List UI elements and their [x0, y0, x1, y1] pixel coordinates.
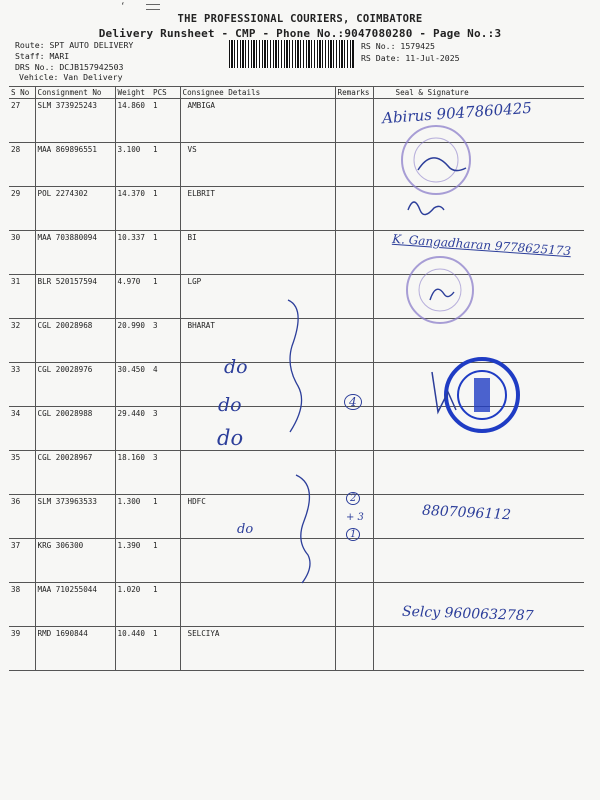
ditto-bracket-lower [296, 475, 310, 583]
row-pcs: 1 [151, 231, 180, 275]
row-pcs: 1 [151, 627, 180, 671]
col-header-consignment: Consignment No [35, 87, 115, 99]
row-consignment: BLR 520157594 [35, 275, 115, 319]
col-header-seal: Seal & Signature [373, 87, 584, 99]
remark-row36: 2 [346, 492, 360, 505]
row-sno: 33 [9, 363, 35, 407]
row-consignee: ELBRIT [180, 187, 335, 231]
remark-row34: 4 [344, 394, 362, 410]
row-sno: 35 [9, 451, 35, 495]
row-weight: 4.970 [115, 275, 151, 319]
row-consignee: HDFC [180, 495, 335, 539]
row-consignee: SELCIYA [180, 627, 335, 671]
row-pcs: 1 [151, 495, 180, 539]
remark-row37-second: 1 [346, 528, 360, 541]
row-consignment: MAA 869896551 [35, 143, 115, 187]
rs-date: RS Date: 11-Jul-2025 [361, 53, 460, 63]
ditto-row37: do [237, 522, 254, 537]
row-weight: 1.390 [115, 539, 151, 583]
row-consignment: CGL 20028968 [35, 319, 115, 363]
row-consignment: CGL 20028967 [35, 451, 115, 495]
bharath-seal-stamp-icon [432, 359, 518, 431]
signature-row27: Abirus 9047860425 [381, 98, 533, 128]
row-sno: 31 [9, 275, 35, 319]
col-header-remarks: Remarks [335, 87, 373, 99]
row-pcs: 4 [151, 363, 180, 407]
runsheet-title: Delivery Runsheet - CMP - Phone No.:9047080280 - Page No.:3 [98, 27, 502, 40]
row-sno: 34 [9, 407, 35, 451]
row-sno: 30 [9, 231, 35, 275]
row-sno: 28 [9, 143, 35, 187]
row-pcs: 1 [151, 583, 180, 627]
route-label: Route: SPT AUTO DELIVERY [15, 40, 134, 50]
row-consignment: RMD 1690844 [35, 627, 115, 671]
row-weight: 14.370 [115, 187, 151, 231]
row-weight: 1.020 [115, 583, 151, 627]
row-weight: 1.300 [115, 495, 151, 539]
row-weight: 30.450 [115, 363, 151, 407]
row-weight: 10.440 [115, 627, 151, 671]
row-consignee: LGP [180, 275, 335, 319]
row-weight: 14.860 [115, 99, 151, 143]
row-consignee: VS [180, 143, 335, 187]
col-header-weight: Weight [115, 87, 151, 99]
round-seal-stamp-icon [407, 257, 473, 323]
company-title: THE PROFESSIONAL COURIERS, COIMBATORE [177, 13, 423, 25]
row-consignment: MAA 703880094 [35, 231, 115, 275]
row-pcs: 3 [151, 407, 180, 451]
row-sno: 37 [9, 539, 35, 583]
row-consignment: CGL 20028976 [35, 363, 115, 407]
row-pcs: 3 [151, 451, 180, 495]
row-weight: 29.440 [115, 407, 151, 451]
vehicle-label: Vehicle: Van Delivery [19, 72, 123, 82]
row29-signature-scribble [408, 202, 444, 215]
row-weight: 3.100 [115, 143, 151, 187]
remark-row37: + 3 [346, 512, 364, 523]
rs-number: RS No.: 1579425 [361, 41, 435, 51]
ditto-row34: do [218, 394, 242, 416]
staff-label: Staff: MARI [15, 51, 70, 61]
row-pcs: 1 [151, 539, 180, 583]
signature-row37: 8807096112 [421, 502, 512, 524]
row-sno: 29 [9, 187, 35, 231]
row-pcs: 1 [151, 187, 180, 231]
row-sno: 27 [9, 99, 35, 143]
row-sno: 32 [9, 319, 35, 363]
row-sno: 39 [9, 627, 35, 671]
ditto-bracket-upper [288, 300, 302, 432]
row-consignment: CGL 20028988 [35, 407, 115, 451]
corner-mark: ‘ [120, 2, 126, 12]
row-sno: 36 [9, 495, 35, 539]
signature-row39: Selcy 9600632787 [401, 603, 534, 625]
col-header-sno: S No [9, 87, 35, 99]
row-weight: 18.160 [115, 451, 151, 495]
row-weight: 10.337 [115, 231, 151, 275]
row-pcs: 1 [151, 275, 180, 319]
ditto-row33: do [224, 356, 248, 378]
row-consignee: AMBIGA [180, 99, 335, 143]
col-header-consignee: Consignee Details [180, 87, 335, 99]
col-header-pcs: PCS [151, 87, 180, 99]
row-consignment: POL 2274302 [35, 187, 115, 231]
row-consignment: SLM 373963533 [35, 495, 115, 539]
row-pcs: 1 [151, 99, 180, 143]
company-seal-stamp-icon [402, 126, 470, 194]
row-consignment: KRG 306300 [35, 539, 115, 583]
row-pcs: 1 [151, 143, 180, 187]
ditto-row35: do [217, 426, 244, 450]
drs-number: DRS No.: DCJB157942503 [15, 62, 124, 72]
row-pcs: 3 [151, 319, 180, 363]
signature-row31: K. Gangadharan 9778625173 [391, 231, 572, 259]
row-weight: 20.990 [115, 319, 151, 363]
row-consignee: BHARAT [180, 319, 335, 363]
row-consignment: MAA 710255044 [35, 583, 115, 627]
row-consignment: SLM 373925243 [35, 99, 115, 143]
row-consignee: BI [180, 231, 335, 275]
row-sno: 38 [9, 583, 35, 627]
